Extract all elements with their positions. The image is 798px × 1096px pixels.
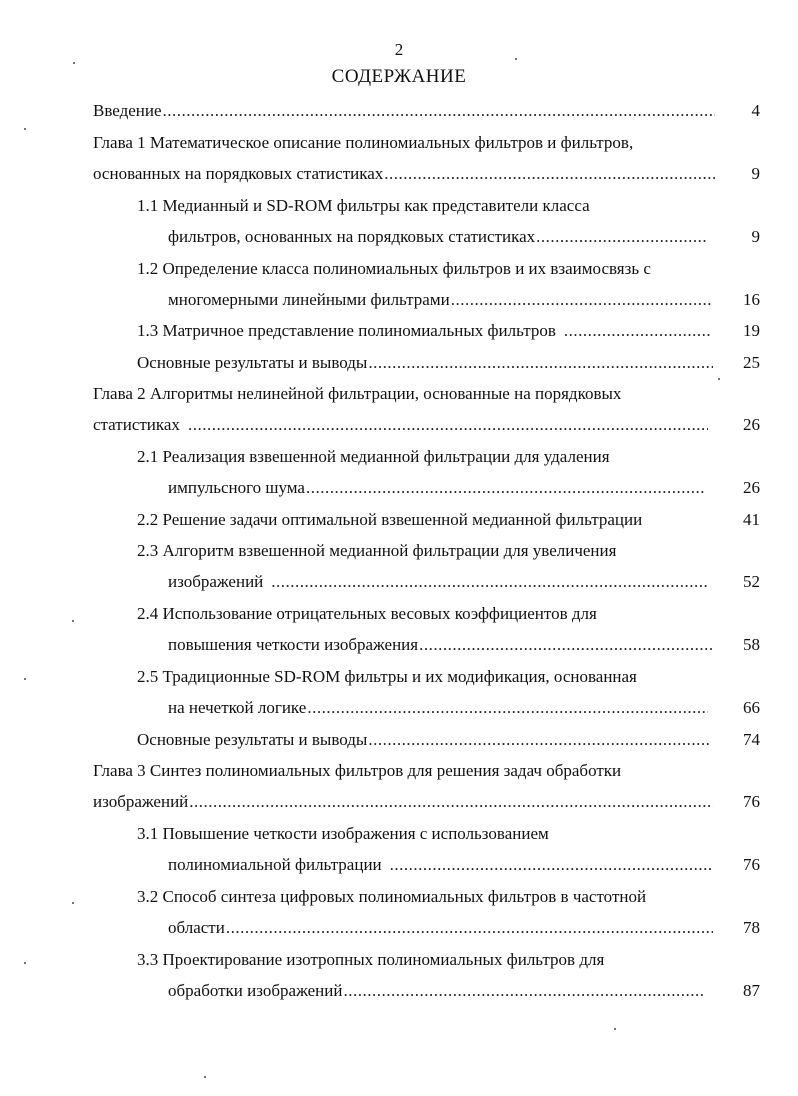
toc-page-number: 87 bbox=[743, 981, 760, 1000]
toc-entry-text bbox=[93, 413, 708, 437]
toc-entry-text bbox=[168, 476, 705, 500]
toc-title: СОДЕРЖАНИЕ bbox=[331, 66, 467, 87]
toc-entry-text bbox=[168, 288, 713, 312]
toc-entry-title: 2.1 Реализация взвешенной медианной фильтрации для удаления bbox=[137, 447, 610, 466]
toc-entry-title: 3.1 Повышение четкости изображения с использованием bbox=[137, 824, 549, 843]
toc-entry-text bbox=[168, 916, 713, 940]
scan-speck bbox=[73, 62, 75, 64]
scan-speck bbox=[614, 1028, 616, 1030]
toc-entry-title: 1.2 Определение класса полиномиальных фильтров и их взаимосвязь с bbox=[137, 259, 651, 278]
toc-entry-title: Глава 1 Математическое описание полиномиальных фильтров и фильтров, bbox=[93, 133, 634, 152]
toc-entry-text bbox=[168, 696, 708, 720]
toc-entry-text bbox=[137, 728, 710, 752]
scan-speck bbox=[204, 1076, 206, 1078]
toc-page-number: 58 bbox=[743, 635, 760, 654]
toc-page-number: 76 bbox=[743, 855, 760, 874]
dot-leader bbox=[343, 979, 703, 1003]
toc-entry-title: Введение bbox=[93, 101, 162, 120]
toc-page-number: 4 bbox=[751, 101, 760, 120]
dot-leader bbox=[226, 916, 713, 940]
scan-speck bbox=[72, 620, 74, 622]
toc-entry-text bbox=[168, 979, 703, 1003]
toc-entry-text bbox=[137, 319, 710, 343]
toc-page-number: 41 bbox=[743, 510, 760, 529]
toc-entry-title-cont: импульсного шума bbox=[168, 478, 305, 497]
toc-page-number: 26 bbox=[743, 415, 760, 434]
toc-entry-title-cont: основанных на порядковых статистиках bbox=[93, 164, 384, 183]
toc-entry-title: 2.4 Использование отрицательных весовых коэффициентов для bbox=[137, 604, 597, 623]
dot-leader bbox=[419, 633, 713, 657]
toc-entry-title: 3.3 Проектирование изотропных полиномиальных фильтров для bbox=[137, 950, 605, 969]
toc-entry-text bbox=[93, 99, 715, 123]
toc-entry-title: 1.3 Матричное представление полиномиальных фильтров bbox=[137, 321, 556, 340]
toc-entry-title: Основные результаты и выводы bbox=[137, 730, 368, 749]
toc-page-number: 9 bbox=[751, 227, 760, 246]
toc-page-number: 26 bbox=[743, 478, 760, 497]
scan-speck bbox=[24, 962, 26, 964]
toc-entry-title-cont: на нечеткой логике bbox=[168, 698, 307, 717]
toc-entry-text bbox=[93, 162, 715, 186]
toc-entry-title-cont: области bbox=[168, 918, 225, 937]
toc-page-number: 9 bbox=[751, 164, 760, 183]
toc-entry-title-cont: изображений bbox=[93, 792, 189, 811]
toc-entry-title-cont: полиномиальной фильтрации bbox=[168, 855, 382, 874]
toc-entry-title: 2.3 Алгоритм взвешенной медианной фильтрации для увеличения bbox=[137, 541, 617, 560]
page-number: 2 bbox=[394, 40, 404, 59]
toc-page-number: 52 bbox=[743, 572, 760, 591]
dot-leader bbox=[368, 351, 713, 375]
toc-page-number: 76 bbox=[743, 792, 760, 811]
toc-page-number: 16 bbox=[743, 290, 760, 309]
toc-page-number: 74 bbox=[743, 730, 760, 749]
toc-entry-title-cont: изображений bbox=[168, 572, 264, 591]
toc-entry-title-cont: многомерными линейными фильтрами bbox=[168, 290, 450, 309]
dot-leader bbox=[307, 696, 708, 720]
toc-entry-title-cont: повышения четкости изображения bbox=[168, 635, 419, 654]
dot-leader bbox=[188, 413, 708, 437]
dot-leader bbox=[564, 319, 710, 343]
dot-leader bbox=[306, 476, 705, 500]
scan-speck bbox=[24, 128, 26, 130]
toc-page-number: 25 bbox=[743, 353, 760, 372]
scan-speck bbox=[24, 678, 26, 680]
toc-entry-text bbox=[93, 790, 713, 814]
scan-speck bbox=[72, 902, 74, 904]
toc-page-number: 66 bbox=[743, 698, 760, 717]
dot-leader bbox=[451, 288, 713, 312]
dot-leader bbox=[368, 728, 710, 752]
scan-speck bbox=[515, 58, 517, 60]
dot-leader bbox=[384, 162, 715, 186]
toc-entry-text bbox=[168, 853, 713, 877]
scan-speck bbox=[718, 378, 720, 380]
toc-page-number: 19 bbox=[743, 321, 760, 340]
toc-entry-title: 2.2 Решение задачи оптимальной взвешенной медианной фильтрации bbox=[137, 510, 643, 529]
dot-leader bbox=[390, 853, 713, 877]
toc-entry-title-cont: статистиках bbox=[93, 415, 180, 434]
dot-leader bbox=[163, 99, 715, 123]
dot-leader bbox=[536, 225, 708, 249]
toc-entry-text bbox=[168, 570, 708, 594]
toc-entry-text bbox=[168, 225, 708, 249]
toc-entry-title: 3.2 Способ синтеза цифровых полиномиальных фильтров в частотной bbox=[137, 887, 647, 906]
toc-entry-title: Глава 2 Алгоритмы нелинейной фильтрации, основанные на порядковых bbox=[93, 384, 622, 403]
toc-entry-title: Глава 3 Синтез полиномиальных фильтров для решения задач обработки bbox=[93, 761, 622, 780]
toc-entry-title-cont: обработки изображений bbox=[168, 981, 343, 1000]
toc-entry-text bbox=[168, 633, 713, 657]
toc-entry-text bbox=[137, 351, 713, 375]
dot-leader bbox=[189, 790, 713, 814]
toc-entry-title: 2.5 Традиционные SD-ROM фильтры и их модификация, основанная bbox=[137, 667, 637, 686]
dot-leader bbox=[271, 570, 708, 594]
toc-entry-title: Основные результаты и выводы bbox=[137, 353, 368, 372]
toc-entry-title-cont: фильтров, основанных на порядковых статистиках bbox=[168, 227, 536, 246]
toc-page-number: 78 bbox=[743, 918, 760, 937]
toc-entry-title: 1.1 Медианный и SD-ROM фильтры как представители класса bbox=[137, 196, 590, 215]
